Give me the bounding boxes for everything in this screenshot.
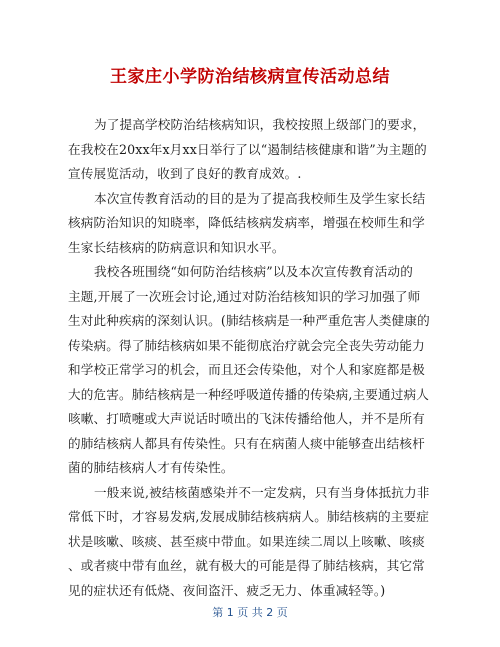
body-line: 本次宣传教育活动的目的是为了提高我校师生及学生家长结 xyxy=(94,190,426,206)
body-line: 咳嗽、打喷嚏或大声说话时喷出的飞沫传播给他人，并不是所有 xyxy=(68,411,425,426)
page-number-footer: 第 1 页 共 2 页 xyxy=(212,606,288,619)
body-line: 和学校正常学习的机会，而且还会传染他，对个人和家庭都是极 xyxy=(68,362,425,377)
body-line: 状是咳嗽、咳痰、甚至痰中带血。如果连续二周以上咳嗽、咳痰 xyxy=(68,533,425,549)
body-line: 见的症状还有低烧、夜间盗汗、疲乏无力、体重减轻等。) xyxy=(68,582,386,598)
body-line: 在我校在20xx年x月xx日举行了以“遏制结核健康和谐”为主题的 xyxy=(68,141,427,157)
body-line: 常低下时，才容易发病,发展成肺结核病病人。肺结核病的主要症 xyxy=(68,509,429,524)
body-line: 主题,开展了一次班会讨论,通过对防治结核知识的学习加强了师 xyxy=(68,288,421,304)
body-line: 传染病。得了肺结核病如果不能彻底治疗就会完全丧失劳动能力 xyxy=(68,337,425,353)
body-line: 大的危害。肺结核病是一种经呼吸道传播的传染病,主要通过病人 xyxy=(68,386,429,402)
body-line: 菌的肺结核病人才有传染性。 xyxy=(68,460,234,475)
document-body xyxy=(68,113,434,603)
body-line: 一般来说,被结核菌感染并不一定发病，只有当身体抵抗力非 xyxy=(94,484,430,500)
body-line: 我校各班围绕“如何防治结核病”以及本次宣传教育活动的 xyxy=(94,264,414,279)
body-line: 的肺结核病人都具有传染性。只有在病菌人痰中能够查出结核杆 xyxy=(68,435,425,451)
body-line: 、或者痰中带有血丝，就有极大的可能是得了肺结核病，其它常 xyxy=(68,558,425,573)
body-line: 生对此种疾病的深刻认识。(肺结核病是一种严重危害人类健康的 xyxy=(68,313,430,328)
body-line: 生家长结核病的防病意识和知识水平。 xyxy=(68,239,285,255)
body-line: 为了提高学校防治结核病知识，我校按照上级部门的要求， xyxy=(94,117,426,132)
document-title: 王家庄小学防治结核病宣传活动总结 xyxy=(110,67,390,87)
body-line: 宣传展览活动，收到了良好的教育成效。. xyxy=(68,166,302,181)
body-line: 核病防治知识的知晓率，降低结核病发病率，增强在校师生和学 xyxy=(68,215,425,230)
